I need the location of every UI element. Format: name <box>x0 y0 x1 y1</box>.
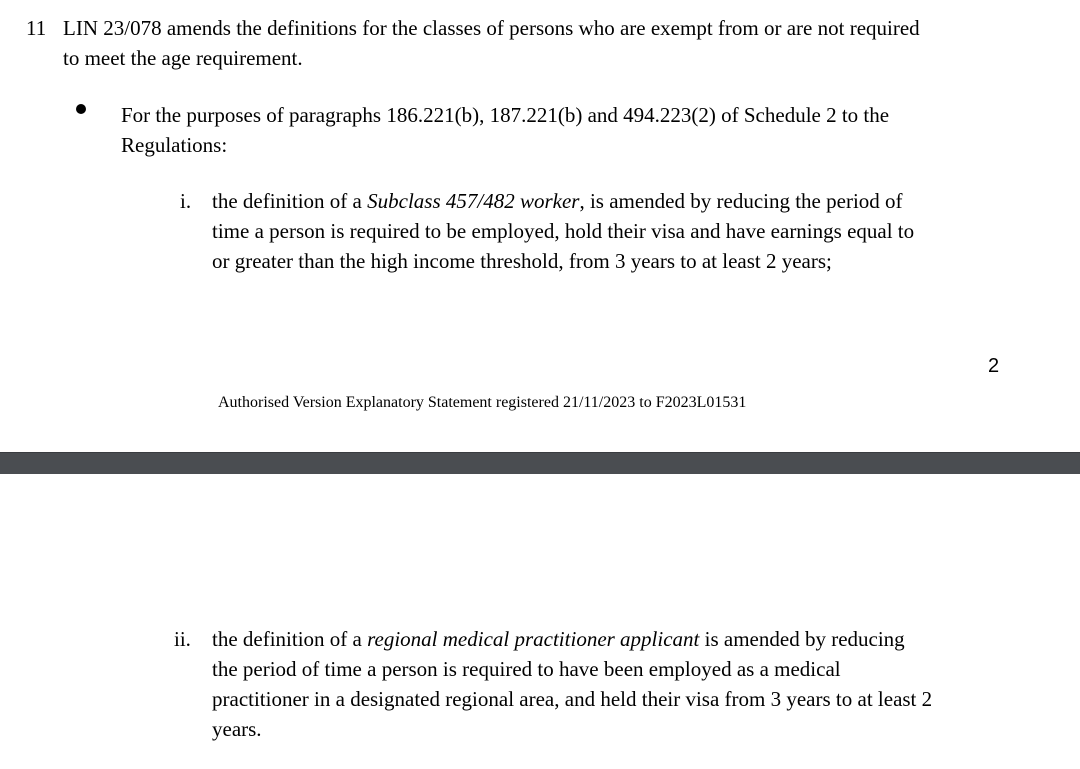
defined-term-subclass-worker: Subclass 457/482 worker <box>367 189 580 213</box>
paragraph-text-line-1: LIN 23/078 amends the definitions for the classes of persons who are exempt from or are not required <box>63 16 920 40</box>
bullet-text-line-1: For the purposes of paragraphs 186.221(b), 187.221(b) and 494.223(2) of Schedule 2 to the <box>121 103 890 127</box>
paragraph-number: 11 <box>26 16 47 40</box>
page-footer: Authorised Version Explanatory Statement registered 21/11/2023 to F2023L01531 <box>218 394 747 411</box>
paragraph-text-line-2: to meet the age requirement. <box>63 46 303 70</box>
item-ii-line-3: practitioner in a designated regional area, and held their visa from 3 years to at least 2 <box>212 687 933 711</box>
bullet-dot-icon <box>76 104 86 114</box>
item-i-line-1-pre: the definition of a <box>212 189 368 213</box>
list-numeral-ii: ii. <box>174 627 191 651</box>
bullet-text-line-2: Regulations: <box>121 133 228 157</box>
item-i-line-3: or greater than the high income threshold, from 3 years to at least 2 years; <box>212 249 832 273</box>
item-ii-line-1 <box>212 624 905 654</box>
item-i-line-1 <box>212 186 903 216</box>
item-i-line-1-post: , is amended by reducing the period of <box>579 189 903 213</box>
document-page-2 <box>0 474 1080 769</box>
page-separator <box>0 452 1080 475</box>
page-number: 2 <box>988 355 1000 377</box>
list-numeral-i: i. <box>180 189 192 213</box>
item-ii-line-1-pre: the definition of a <box>212 627 368 651</box>
item-ii-line-2: the period of time a person is required to have been employed as a medical <box>212 657 841 681</box>
item-ii-line-4: years. <box>212 717 262 741</box>
defined-term-medical-practitioner: regional medical practitioner applicant <box>367 627 700 651</box>
item-i-line-2: time a person is required to be employed, hold their visa and have earnings equal to <box>212 219 915 243</box>
item-ii-line-1-post: is amended by reducing <box>699 627 905 651</box>
